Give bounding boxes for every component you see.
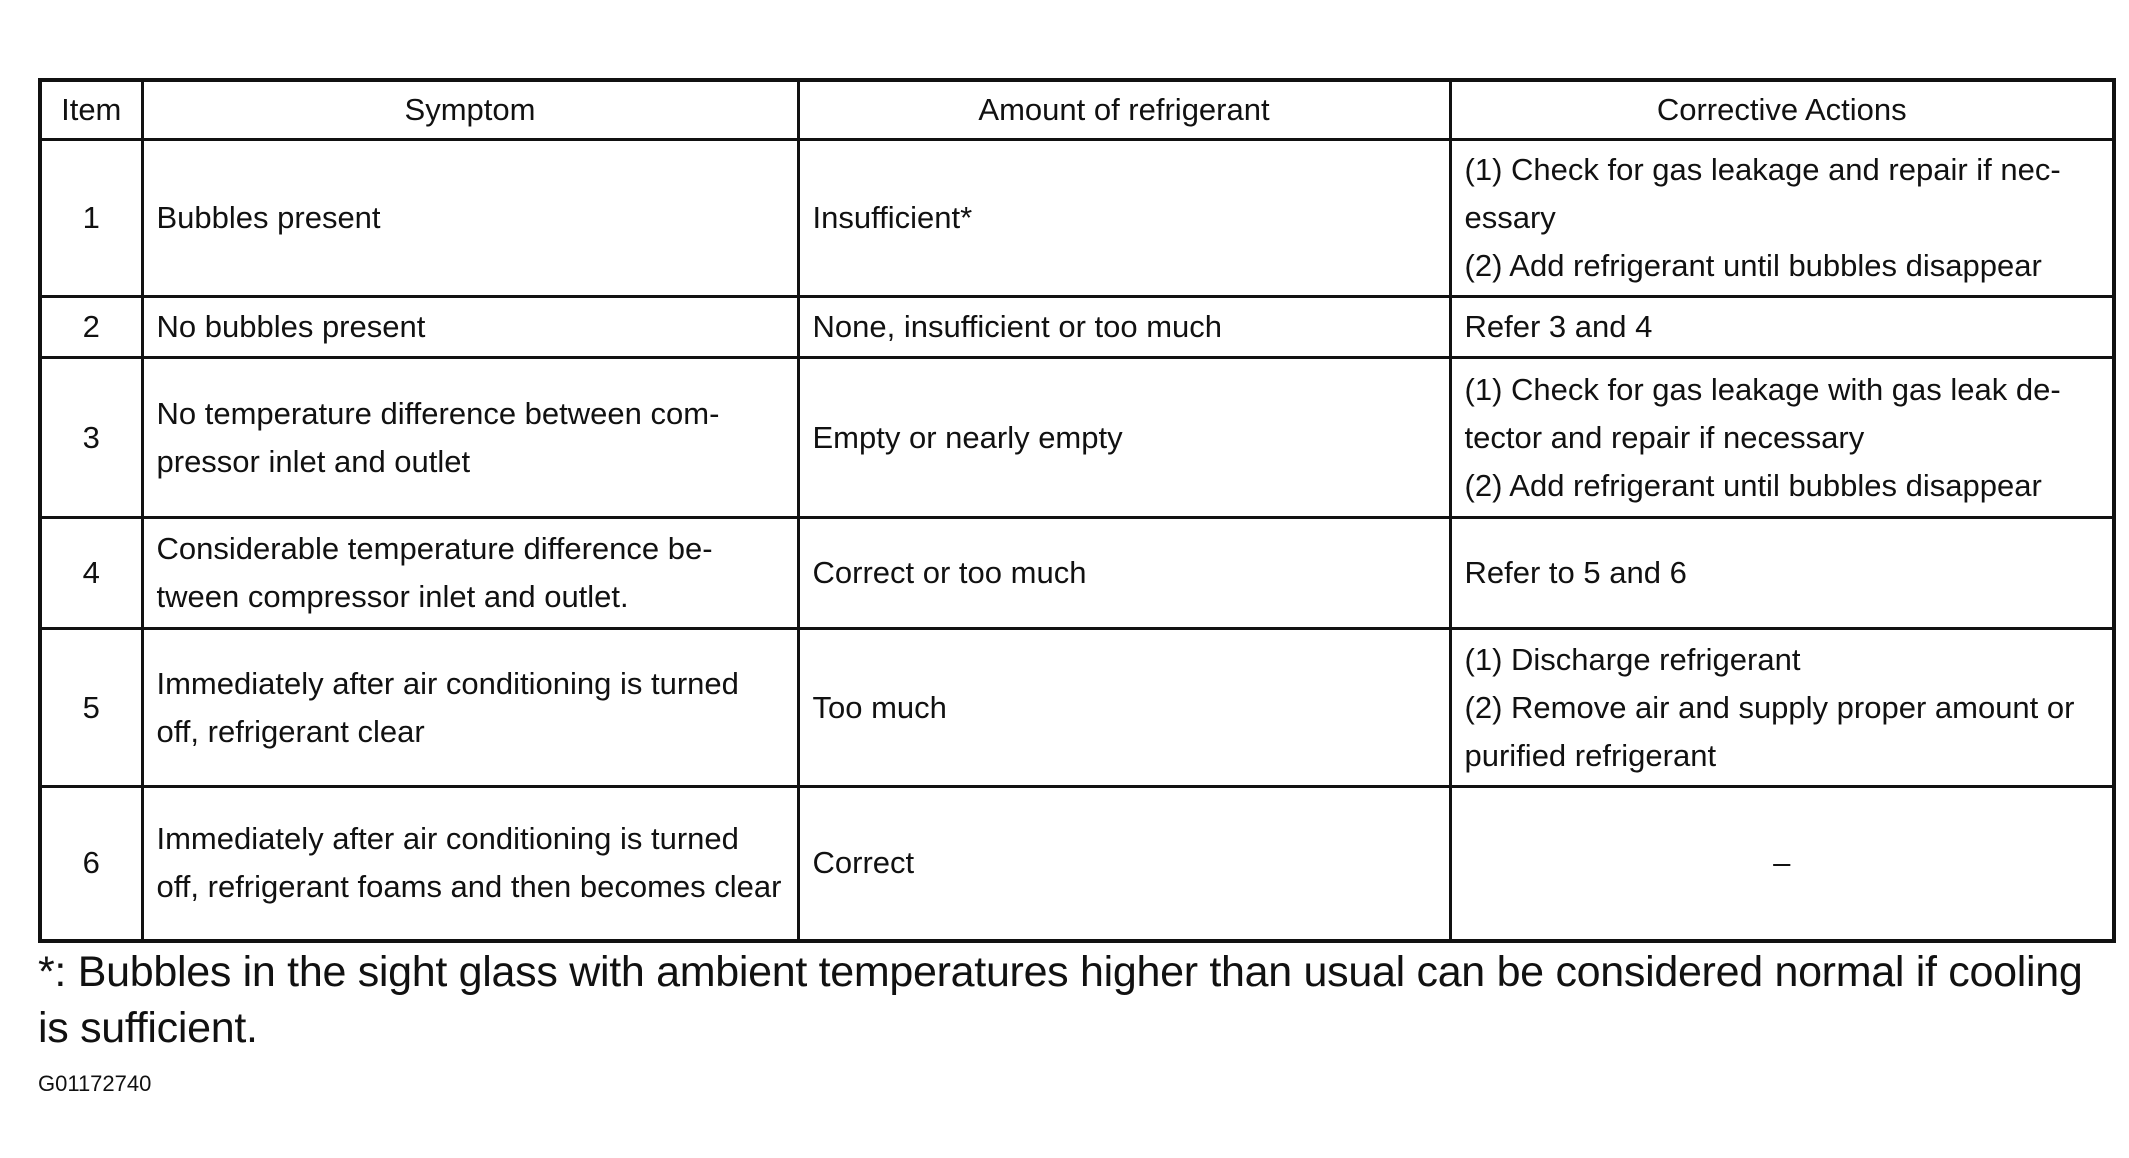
table-header-row — [40, 80, 2114, 140]
actions-cell — [1450, 787, 2114, 941]
actions-cell — [1450, 518, 2114, 629]
table-row — [40, 787, 2114, 941]
table-row — [40, 629, 2114, 787]
action-line: (1) Check for gas leakage with gas leak de- — [1464, 371, 2061, 407]
action-line: (1) Discharge refrigerant — [1464, 641, 1801, 677]
table-row — [40, 358, 2114, 518]
footnote: *: Bubbles in the sight glass with ambient temperatures higher than usual can be considered normal if cooling is sufficient. — [38, 948, 2083, 1052]
amount-cell: None, insufficient or too much — [798, 297, 1450, 358]
amount-cell: Too much — [798, 629, 1450, 787]
item-number: 3 — [40, 358, 142, 518]
header-corrective-actions: Corrective Actions — [1450, 80, 2114, 140]
symptom-cell: Immediately after air conditioning is turned off, refrigerant foams and then becomes clear — [142, 787, 798, 941]
actions-cell — [1450, 140, 2114, 297]
table-row — [40, 518, 2114, 629]
header-symptom: Symptom — [142, 80, 798, 140]
action-line: – — [1773, 845, 1791, 881]
item-number: 4 — [40, 518, 142, 629]
header-item: Item — [40, 80, 142, 140]
action-line: Refer to 5 and 6 — [1464, 555, 1687, 590]
amount-cell: Insufficient* — [798, 140, 1450, 297]
symptom-cell: No bubbles present — [142, 297, 798, 358]
actions-cell — [1450, 297, 2114, 358]
action-line: (1) Check for gas leakage and repair if nec- — [1464, 152, 2061, 187]
table-row — [40, 297, 2114, 358]
action-line: (2) Add refrigerant until bubbles disappear — [1464, 467, 2042, 503]
item-number: 2 — [40, 297, 142, 358]
table-row — [40, 140, 2114, 297]
item-number: 6 — [40, 787, 142, 941]
actions-cell — [1450, 629, 2114, 787]
symptom-cell: Immediately after air conditioning is turned off, refrigerant clear — [142, 629, 798, 787]
amount-cell: Correct — [798, 787, 1450, 941]
figure-id: G01172740 — [38, 1071, 152, 1096]
action-line: tector and repair if necessary — [1464, 419, 1865, 455]
item-number: 5 — [40, 629, 142, 787]
action-line: (2) Remove air and supply proper amount or — [1464, 689, 2075, 725]
header-amount: Amount of refrigerant — [798, 80, 1450, 140]
symptom-cell: No temperature difference between com- pressor inlet and outlet — [142, 358, 798, 518]
action-line: (2) Add refrigerant until bubbles disappear — [1464, 248, 2042, 283]
amount-cell: Correct or too much — [798, 518, 1450, 629]
actions-cell — [1450, 358, 2114, 518]
action-line: essary — [1464, 200, 1556, 235]
symptom-cell: Considerable temperature difference be- tween compressor inlet and outlet. — [142, 518, 798, 629]
refrigerant-diagnosis-table — [38, 78, 2116, 943]
action-line: Refer 3 and 4 — [1464, 309, 1653, 344]
symptom-cell: Bubbles present — [142, 140, 798, 297]
amount-cell: Empty or nearly empty — [798, 358, 1450, 518]
item-number: 1 — [40, 140, 142, 297]
action-line: purified refrigerant — [1464, 737, 1717, 773]
